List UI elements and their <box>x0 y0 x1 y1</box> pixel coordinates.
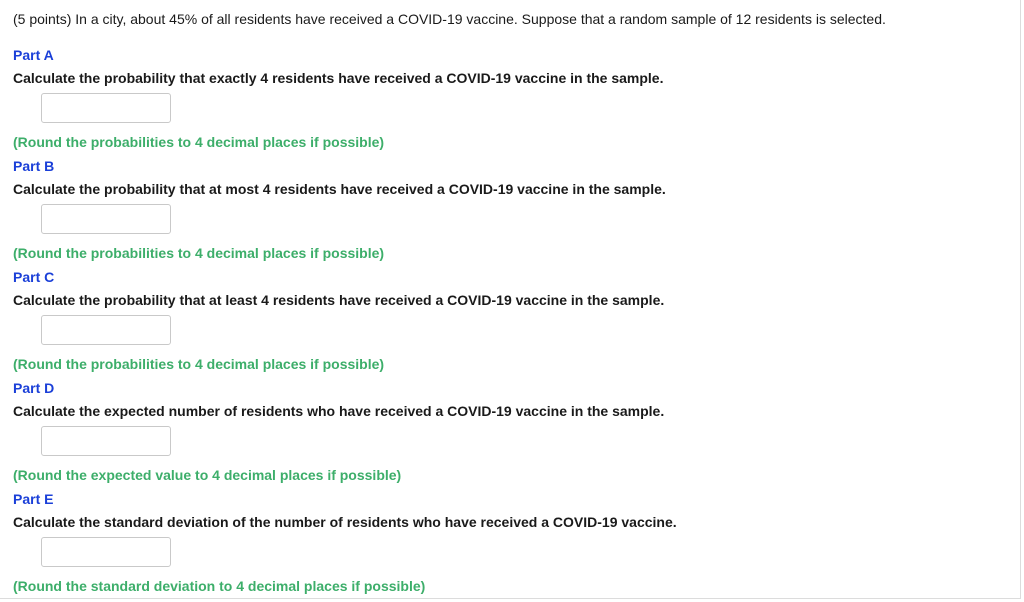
part-e-title: Part E <box>13 491 54 507</box>
part-d-question: Calculate the expected number of residents who have received a COVID-19 vaccine in the sample. <box>13 403 665 419</box>
part-b-hint: (Round the probabilities to 4 decimal places if possible) <box>13 245 385 261</box>
part-a-answer-input[interactable] <box>41 93 171 123</box>
part-b-answer-input[interactable] <box>41 204 171 234</box>
problem-statement: (5 points) In a city, about 45% of all residents have received a COVID-19 vaccine. Suppose that a random sample of 12 residents is selected. <box>13 11 886 27</box>
part-d-hint: (Round the expected value to 4 decimal places if possible) <box>13 467 402 483</box>
part-c-hint: (Round the probabilities to 4 decimal places if possible) <box>13 356 385 372</box>
part-d-answer-input[interactable] <box>41 426 171 456</box>
part-c-question: Calculate the probability that at least 4 residents have received a COVID-19 vaccine in the sample. <box>13 292 665 308</box>
part-d <box>13 379 1003 484</box>
part-e-question: Calculate the standard deviation of the number of residents who have received a COVID-19 vaccine. <box>13 514 677 530</box>
part-a-title: Part A <box>13 47 54 63</box>
part-b-title: Part B <box>13 158 55 174</box>
part-b-question: Calculate the probability that at most 4 residents have received a COVID-19 vaccine in the sample. <box>13 181 666 197</box>
part-a <box>13 46 1003 151</box>
part-c <box>13 268 1003 373</box>
part-d-title: Part D <box>13 380 55 396</box>
part-c-title: Part C <box>13 269 55 285</box>
part-e-answer-input[interactable] <box>41 537 171 567</box>
part-e <box>13 490 1003 595</box>
part-c-answer-input[interactable] <box>41 315 171 345</box>
part-b <box>13 157 1003 262</box>
part-a-hint: (Round the probabilities to 4 decimal places if possible) <box>13 134 385 150</box>
part-a-question: Calculate the probability that exactly 4 residents have received a COVID-19 vaccine in the sample. <box>13 70 664 86</box>
part-e-hint: (Round the standard deviation to 4 decimal places if possible) <box>13 578 426 594</box>
